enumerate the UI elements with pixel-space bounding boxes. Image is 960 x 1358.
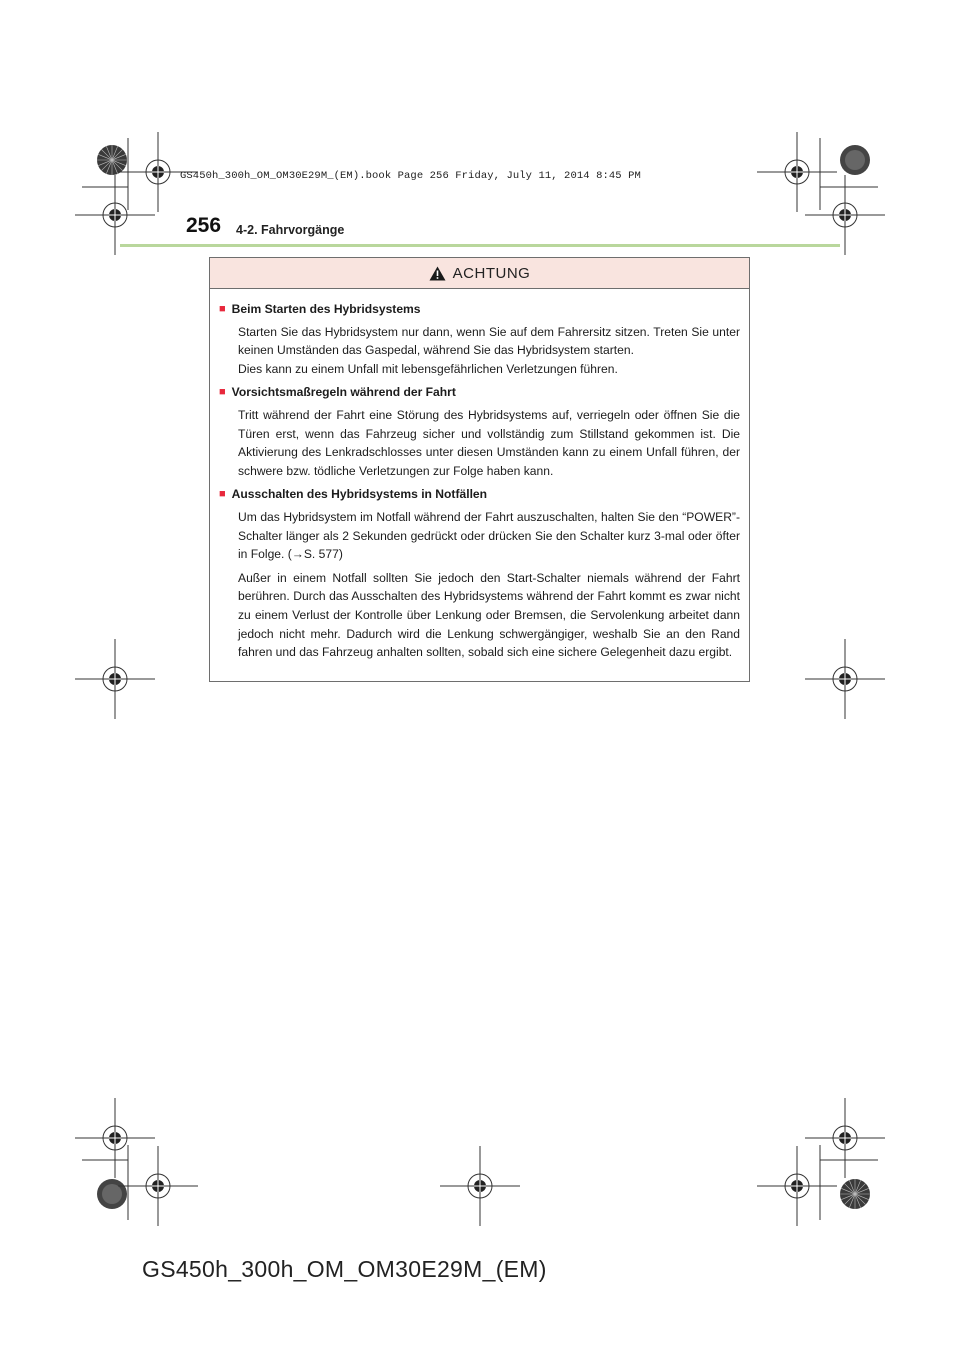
heading-text: Ausschalten des Hybridsystems in Notfällen	[231, 487, 488, 502]
warning-paragraph: Starten Sie das Hybridsystem nur dann, wenn Sie auf dem Fahrersitz sitzen. Treten Sie unter keinen Umständen das Gaspedal, während Sie das Hybridsystem starten.	[238, 324, 740, 358]
warning-body	[210, 289, 749, 662]
warning-triangle-icon	[429, 266, 446, 281]
document-code: GS450h_300h_OM_OM30E29M_(EM)	[142, 1256, 547, 1282]
section-title: 4-2. Fahrvorgänge	[236, 223, 345, 237]
warning-item-heading	[219, 300, 740, 319]
page-number: 256	[186, 214, 222, 237]
header-rule	[120, 244, 840, 247]
warning-paragraph: Außer in einem Notfall sollten Sie jedoch den Start-Schalter niemals während der Fahrt berühren. Durch das Ausschalten des Hybridsystems während der Fahrt kommt es zwar nicht zu einem Verlust der Kontrolle über Lenkung oder Bremsen, die Servolenkung arbeitet dann jedoch nicht mehr. Dadurch wird die Lenkung schwergängiger, weshalb Sie an den Rand fahren und das Fahrzeug anhalten sollten, sobald sich eine sichere Gelegenheit dazu ergibt.	[238, 570, 740, 660]
bullet-square-icon: ■	[219, 386, 226, 399]
warning-item-heading	[219, 485, 740, 504]
print-slug: GS450h_300h_OM_OM30E29M_(EM).book Page 256 Friday, July 11, 2014 8:45 PM	[180, 170, 641, 182]
bullet-square-icon: ■	[219, 303, 226, 315]
warning-paragraph: Um das Hybridsystem im Notfall während der Fahrt auszuschalten, halten Sie den “POWER”-Schalter länger als 2 Sekunden gedrückt oder drücken Sie den Schalter kurz 3-mal oder öfter in Folge. (→S. 577)	[238, 509, 740, 562]
warning-paragraph: Tritt während der Fahrt eine Störung des Hybridsystems auf, verriegeln oder öffnen Sie die Türen erst, wenn das Fahrzeug sicher und vollständig zum Stillstand gekommen ist. Die Aktivierung des Lenkradschlosses unter diesen Umständen kann zu einem Unfall führen, der schwere bzw. tödliche Verletzungen zur Folge haben kann.	[238, 407, 740, 478]
bullet-square-icon: ■	[219, 488, 226, 501]
heading-text: Beim Starten des Hybridsystems	[231, 302, 421, 316]
warning-header	[210, 258, 749, 289]
warning-paragraph: Dies kann zu einem Unfall mit lebensgefährlichen Verletzungen führen.	[238, 361, 618, 376]
warning-box	[209, 257, 750, 682]
warning-item-heading	[219, 383, 740, 402]
warning-title: ACHTUNG	[452, 264, 531, 282]
heading-text: Vorsichtsmaßregeln während der Fahrt	[231, 385, 456, 400]
